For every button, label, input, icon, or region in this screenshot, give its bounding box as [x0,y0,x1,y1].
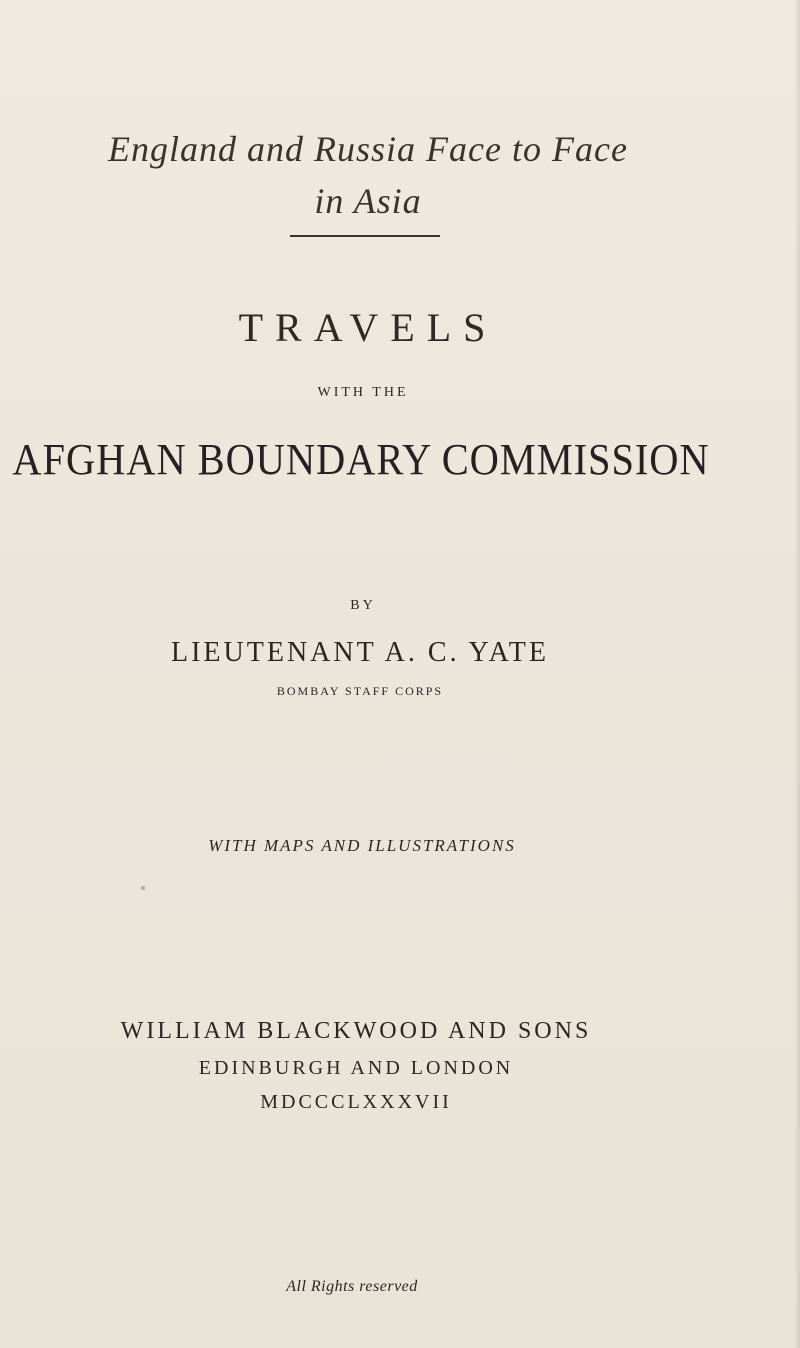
series-title-line-2: in Asia [314,181,422,221]
title-connector: WITH THE [317,385,409,400]
subject-title: AFGHAN BOUNDARY COMMISSION [12,435,710,484]
by-line: BY [350,598,376,613]
series-title-line-1: England and Russia Face to Face [108,129,628,169]
author-affiliation: BOMBAY STAFF CORPS [276,684,444,698]
illustrations-note: WITH MAPS AND ILLUSTRATIONS [208,836,516,855]
publisher-cities: EDINBURGH AND LONDON [198,1057,514,1079]
publisher-name: WILLIAM BLACKWOOD AND SONS [120,1018,592,1044]
title-divider [290,235,440,237]
page-edge-shadow [794,0,800,1348]
rights-notice: All Rights reserved [286,1278,418,1295]
author-name: LIEUTENANT A. C. YATE [171,637,549,668]
publication-year: MDCCCLXXXVII [260,1091,452,1113]
paper-speck [141,886,145,890]
main-title: TRAVELS [238,305,498,350]
